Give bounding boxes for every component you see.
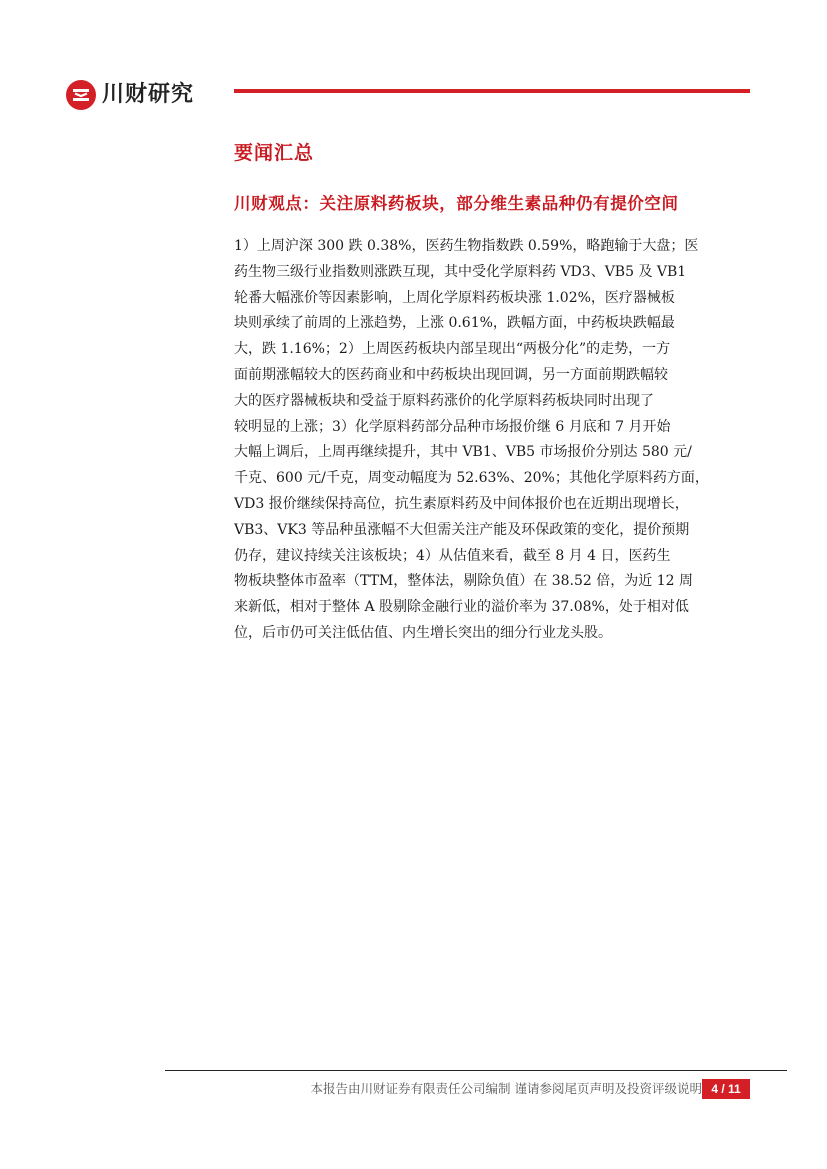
body-line: 面前期涨幅较大的医药商业和中药板块出现回调，另一方面前期跌幅较 — [234, 366, 668, 383]
brand-name: 川财研究 — [102, 82, 195, 107]
body-line: 大，跌 1.16%；2）上周医药板块内部呈现出“两极分化”的走势，一方 — [234, 341, 671, 358]
header-divider — [234, 89, 750, 93]
body-line: 1）上周沪深 300 跌 0.38%，医药生物指数跌 0.59%，略跑输于大盘；医 — [234, 238, 699, 254]
body-line: 较明显的上涨；3）化学原料药部分品种市场报价继 6 月底和 7 月开始 — [234, 418, 671, 435]
body-line: 位，后市仍可关注低估值、内生增长突出的细分行业龙头股。 — [234, 624, 612, 641]
body-line: 来新低，相对于整体 A 股剔除金融行业的溢价率为 37.08%，处于相对低 — [234, 599, 689, 616]
article-body — [234, 234, 754, 647]
body-line: 物板块整体市盈率（TTM，整体法，剔除负值）在 38.52 倍，为近 12 周 — [234, 573, 693, 590]
footer-disclaimer: 本报告由川财证券有限责任公司编制 谨请参阅尾页声明及投资评级说明 — [310, 1081, 702, 1096]
body-line: 轮番大幅涨价等因素影响，上周化学原料药板块涨 1.02%，医疗器械板 — [234, 289, 675, 306]
body-line: 仍存，建议持续关注该板块；4）从估值来看，截至 8 月 4 日，医药生 — [234, 547, 671, 564]
body-line: VD3 报价继续保持高位，抗生素原料药及中间体报价也在近期出现增长， — [234, 495, 689, 512]
page-number-badge: 4 / 11 — [702, 1079, 750, 1099]
footer-divider — [165, 1070, 787, 1071]
body-line: 千克、600 元/千克，周变动幅度为 52.63%、20%；其他化学原料药方面， — [234, 470, 709, 487]
body-line: 大幅上调后，上周再继续提升，其中 VB1、VB5 市场报价分别达 580 元/ — [234, 444, 692, 461]
section-title: 要闻汇总 — [234, 142, 315, 164]
body-line: 块则承续了前周的上涨趋势，上涨 0.61%，跌幅方面，中药板块跌幅最 — [234, 315, 675, 332]
body-line: 药生物三级行业指数则涨跌互现，其中受化学原料药 VD3、VB5 及 VB1 — [234, 263, 687, 280]
article-subtitle: 川财观点：关注原料药板块，部分维生素品种仍有提价空间 — [234, 194, 679, 213]
body-line: VB3、VK3 等品种虽涨幅不大但需关注产能及环保政策的变化，提价预期 — [234, 521, 690, 538]
brand-logo — [66, 79, 194, 111]
body-line: 大的医疗器械板块和受益于原料药涨价的化学原料药板块同时出现了 — [234, 392, 654, 409]
chuancai-logo-icon — [66, 80, 96, 110]
